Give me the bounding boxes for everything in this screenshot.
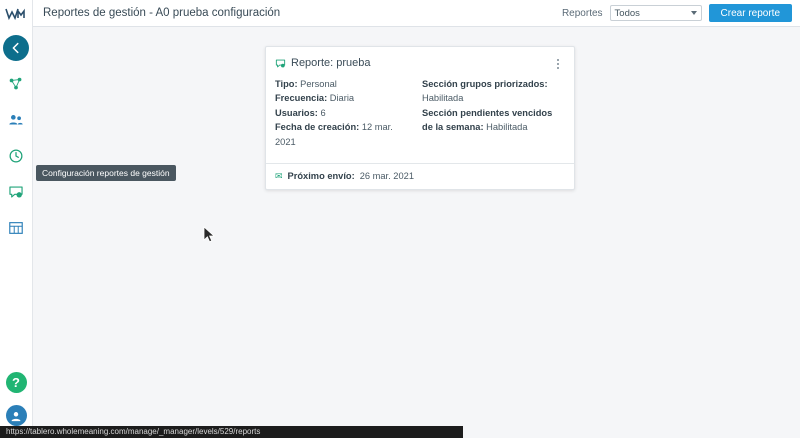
report-field-grupos-priorizados <box>422 77 564 106</box>
report-card[interactable] <box>265 46 575 190</box>
wm-logo-icon <box>5 7 27 21</box>
table-grid-icon <box>8 220 24 236</box>
main-canvas <box>33 27 800 438</box>
report-card-footer <box>266 163 574 189</box>
report-field-fecha-creacion-value: 12 mar. 2021 <box>275 122 393 147</box>
kebab-menu-icon[interactable] <box>552 57 564 69</box>
report-field-usuarios-key: Usuarios: <box>275 107 318 118</box>
report-field-frecuencia-value: Diaria <box>329 93 355 104</box>
filter-label: Reportes <box>561 7 603 19</box>
sidebar-item-network[interactable] <box>3 71 29 97</box>
sidebar-item-back[interactable] <box>3 35 29 61</box>
sidebar-item-reports[interactable] <box>3 179 29 205</box>
avatar[interactable] <box>6 405 27 426</box>
report-field-pendientes-vencidos <box>422 106 564 135</box>
network-nodes-icon <box>8 76 24 92</box>
status-bar-url: https://tablero.wholemeaning.com/manage/_manager/levels/529/reports <box>0 426 463 438</box>
brand-logo <box>0 0 33 27</box>
page-title: Reportes de gestión - A0 prueba configuración <box>43 7 281 19</box>
header-controls <box>562 4 792 22</box>
report-field-tipo-key: Tipo: <box>275 79 298 89</box>
reports-filter-select[interactable] <box>610 5 702 21</box>
sidebar-nav <box>3 35 29 241</box>
report-field-frecuencia <box>275 91 412 105</box>
report-card-title-prefix: Reporte: <box>291 57 334 69</box>
mouse-cursor <box>203 226 216 249</box>
cursor-arrow-icon <box>203 226 216 244</box>
report-card-title <box>291 57 371 69</box>
report-field-grupos-priorizados-value: Habilitada <box>422 93 464 104</box>
report-footer-key: Próximo envío: <box>287 171 355 182</box>
report-footer-value: 26 mar. 2021 <box>359 171 414 182</box>
report-field-usuarios-value: 6 <box>320 107 326 118</box>
report-field-grupos-priorizados-key: Sección grupos priorizados: <box>422 79 548 89</box>
sidebar-item-clock[interactable] <box>3 143 29 169</box>
sidebar-item-people[interactable] <box>3 107 29 133</box>
sidebar-item-grid[interactable] <box>3 215 29 241</box>
report-field-pendientes-vencidos-key: Sección pendientes vencidos de la semana: <box>422 107 553 133</box>
report-field-fecha-creacion-key: Fecha de creación: <box>275 122 360 133</box>
chevron-down-icon <box>691 11 697 15</box>
people-icon <box>8 112 24 128</box>
chat-report-icon <box>8 184 24 200</box>
clock-check-icon <box>8 148 24 164</box>
report-card-body <box>266 71 574 163</box>
report-card-left-column <box>275 77 412 149</box>
help-button[interactable]: ? <box>6 372 27 393</box>
mail-icon: ✉ <box>275 170 283 181</box>
report-card-header <box>266 47 574 71</box>
reports-filter-value: Todos <box>614 7 640 19</box>
user-avatar-icon <box>10 410 22 422</box>
sidebar <box>0 0 33 438</box>
report-field-fecha-creacion <box>275 120 412 149</box>
report-field-pendientes-vencidos-value: Habilitada <box>486 122 528 133</box>
report-chat-icon <box>275 58 286 69</box>
report-field-tipo-value: Personal <box>300 79 337 89</box>
report-field-tipo <box>275 77 412 91</box>
create-report-button[interactable]: Crear reporte <box>709 4 792 22</box>
report-card-right-column <box>422 77 564 149</box>
report-card-title-wrap <box>275 57 371 69</box>
report-field-usuarios <box>275 106 412 120</box>
header-bar <box>33 0 800 27</box>
back-arrow-icon <box>9 41 23 55</box>
report-card-title-value: prueba <box>336 57 371 69</box>
sidebar-tooltip: Configuración reportes de gestión <box>36 165 176 181</box>
report-field-frecuencia-key: Frecuencia: <box>275 93 328 104</box>
